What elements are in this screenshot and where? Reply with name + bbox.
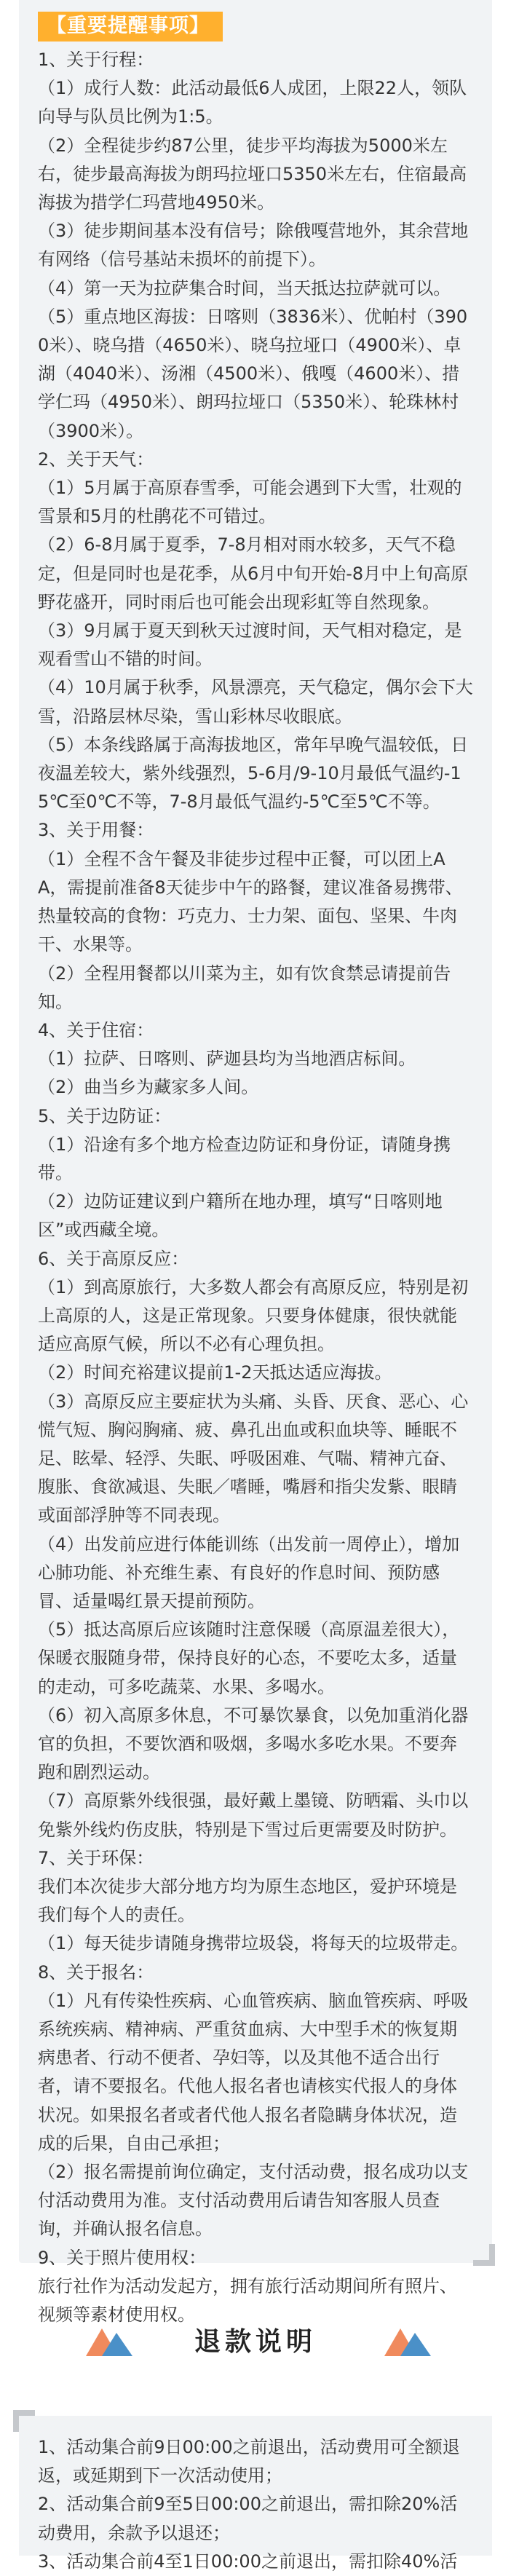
- notice-line: （3）高原反应主要症状为头痛、头昏、厌食、恶心、心慌气短、胸闷胸痛、疲、鼻孔出血或积血块等、睡眠不足、眩晕、轻浮、失眠、呼吸困难、气喘、精神亢奋、腹胀、食欲减退、失眠／嗜睡，嘴唇和指尖发紫、眼睛或面部浮肿等不同表现。: [38, 1391, 469, 1526]
- notice-title: 【重要提醒事项】: [38, 12, 223, 42]
- refund-panel: [19, 2416, 492, 2572]
- notice-line: （2）时间充裕建议提前1-2天抵达适应海拔。: [38, 1362, 392, 1383]
- refund-content: [38, 2433, 473, 2576]
- notice-line: 1、关于行程：: [38, 50, 154, 70]
- notice-line: （5）本条线路属于高海拔地区，常年早晚气温较低，日夜温差较大，紫外线强烈，5-6月/9-10月最低气温约-15℃至0℃不等，7-8月最低气温约-5℃至5℃不等。: [38, 734, 469, 813]
- notice-line: （1）5月属于高原春雪季，可能会遇到下大雪，壮观的雪景和5月的杜鹃花不可错过。: [38, 478, 462, 527]
- notice-line: （3）9月属于夏天到秋天过渡时间，天气相对稳定，是观看雪山不错的时间。: [38, 620, 462, 670]
- refund-header: [0, 2315, 511, 2374]
- notice-line: （2）6-8月属于夏季，7-8月相对雨水较多，天气不稳定，但是同时也是花季，从6月中旬开始-8月中上旬高原野花盛开，同时雨后也可能会出现彩虹等自然现象。: [38, 534, 469, 612]
- notice-line: （1）拉萨、日喀则、萨迦县均为当地酒店标间。: [38, 1048, 416, 1070]
- notice-line: 7、关于环保：: [38, 1847, 154, 1868]
- refund-line: 1、活动集合前9日00:00之前退出，活动费用可全额退返，或延期到下一次活动使用；: [38, 2437, 460, 2486]
- notice-line: 我们本次徒步大部分地方均为原生态地区，爱护环境是我们每个人的责任。: [38, 1876, 457, 1926]
- notice-line: （5）抵达高原后应该随时注意保暖（高原温差很大），保暖衣服随身带，保持良好的心态，不要吃太多，适量的走动，可多吃蔬菜、水果、多喝水。: [38, 1619, 460, 1697]
- notice-line: （4）出发前应进行体能训练（出发前一周停止），增加心肺功能、补充维生素、有良好的作息时间、预防感冒、适量喝红景天提前预防。: [38, 1533, 460, 1611]
- notice-line: （2）全程用餐都以川菜为主，如有饮食禁忌请提前告知。: [38, 963, 451, 1012]
- notice-line: 6、关于高原反应：: [38, 1248, 189, 1269]
- notice-line: （5）重点地区海拔：日喀则（3836米）、优帕村（3900米）、晓乌措（4650米）、晓乌拉垭口（4900米）、卓湖（4040米）、汤湘（4500米）、俄嘎（4600米）、措学仁玛（4950米）、朗玛拉垭口（5350米）、轮珠林村（3900米）。: [38, 306, 468, 441]
- notice-line: （4）第一天为拉萨集合时间，当天抵达拉萨就可以。: [38, 277, 451, 299]
- notice-line: （2）曲当乡为藏家多人间。: [38, 1077, 259, 1098]
- notice-line: （1）沿途有多个地方检查边防证和身份证，请随身携带。: [38, 1134, 451, 1183]
- notice-line: （2）全程徒步约87公里，徒步平均海拔为5000米左右，徒步最高海拔为朗玛拉垭口5350米左右，住宿最高海拔为措学仁玛营地4950米。: [38, 135, 467, 213]
- notice-line: （2）报名需提前询位确定，支付活动费，报名成功以支付活动费用为准。支付活动费用后请告知客服人员查询，并确认报名信息。: [38, 2162, 469, 2240]
- notice-panel: [19, 0, 492, 2326]
- mountain-icon: [384, 2324, 431, 2356]
- notice-line: 3、关于用餐：: [38, 820, 154, 841]
- notice-line: （1）成行人数：此活动最低6人成团，上限22人，领队向导与队员比例为1:5。: [38, 78, 467, 127]
- notice-line: 2、关于天气：: [38, 449, 154, 470]
- notice-line: 8、关于报名：: [38, 1961, 154, 1983]
- notice-line: 4、关于住宿：: [38, 1019, 154, 1040]
- notice-line: （6）初入高原多休息，不可暴饮暴食，以免加重消化器官的负担，不要饮酒和吸烟，多喝水多吃水果。不要奔跑和剧烈运动。: [38, 1704, 469, 1783]
- refund-title: 退款说明: [194, 2327, 317, 2357]
- notice-line: 9、关于照片使用权：: [38, 2247, 207, 2268]
- corner-bracket-decoration: [473, 2244, 495, 2266]
- refund-line: 3、活动集合前4至1日00:00之前退出，需扣除40%活: [38, 2551, 458, 2572]
- notice-line: （1）全程不含午餐及非徒步过程中正餐，可以团上AA，需提前准备8天徒步中午的路餐，建议准备易携带、热量较高的食物：巧克力、士力架、面包、坚果、牛肉干、水果等。: [38, 848, 463, 955]
- notice-line: 旅行社作为活动发起方，拥有旅行活动期间所有照片、视频等素材使用权。: [38, 2275, 457, 2326]
- refund-line: 2、活动集合前9至5日00:00之前退出，需扣除20%活动费用，余款予以退还；: [38, 2494, 458, 2543]
- notice-line: （4）10月属于秋季，风景漂亮，天气稳定，偶尔会下大雪，沿路层林尽染，雪山彩林尽收眼底。: [38, 677, 473, 727]
- notice-line: （7）高原紫外线很强，最好戴上墨镜、防晒霜、头巾以免紫外线灼伤皮肤，特别是下雪过后更需要及时防护。: [38, 1790, 469, 1840]
- notice-line: （2）边防证建议到户籍所在地办理，填写“日喀则地区”或西藏全境。: [38, 1191, 443, 1241]
- notice-line: （3）徒步期间基本没有信号；除俄嘎营地外，其余营地有网络（信号基站未损坏的前提下）。: [38, 221, 469, 270]
- notice-line: （1）每天徒步请随身携带垃圾袋，将每天的垃圾带走。: [38, 1933, 469, 1954]
- notice-line: （1）凡有传染性疾病、心血管疾病、脑血管疾病、呼吸系统疾病、精神病、严重贫血病、大中型手术的恢复期病患者、行动不便者、孕妇等，以及其他不适合出行者，请不要报名。代他人报名者也请核实代报人的身体状况。如果报名者或者代他人报名者隐瞒身体状况，造成的后果，自由己承担；: [38, 1990, 469, 2154]
- notice-content: [38, 46, 473, 2329]
- notice-line: （1）到高原旅行，大多数人都会有高原反应，特别是初上高原的人，这是正常现象。只要身体健康，很快就能适应高原气候，所以不必有心理负担。: [38, 1276, 469, 1355]
- notice-line: 5、关于边防证：: [38, 1105, 172, 1126]
